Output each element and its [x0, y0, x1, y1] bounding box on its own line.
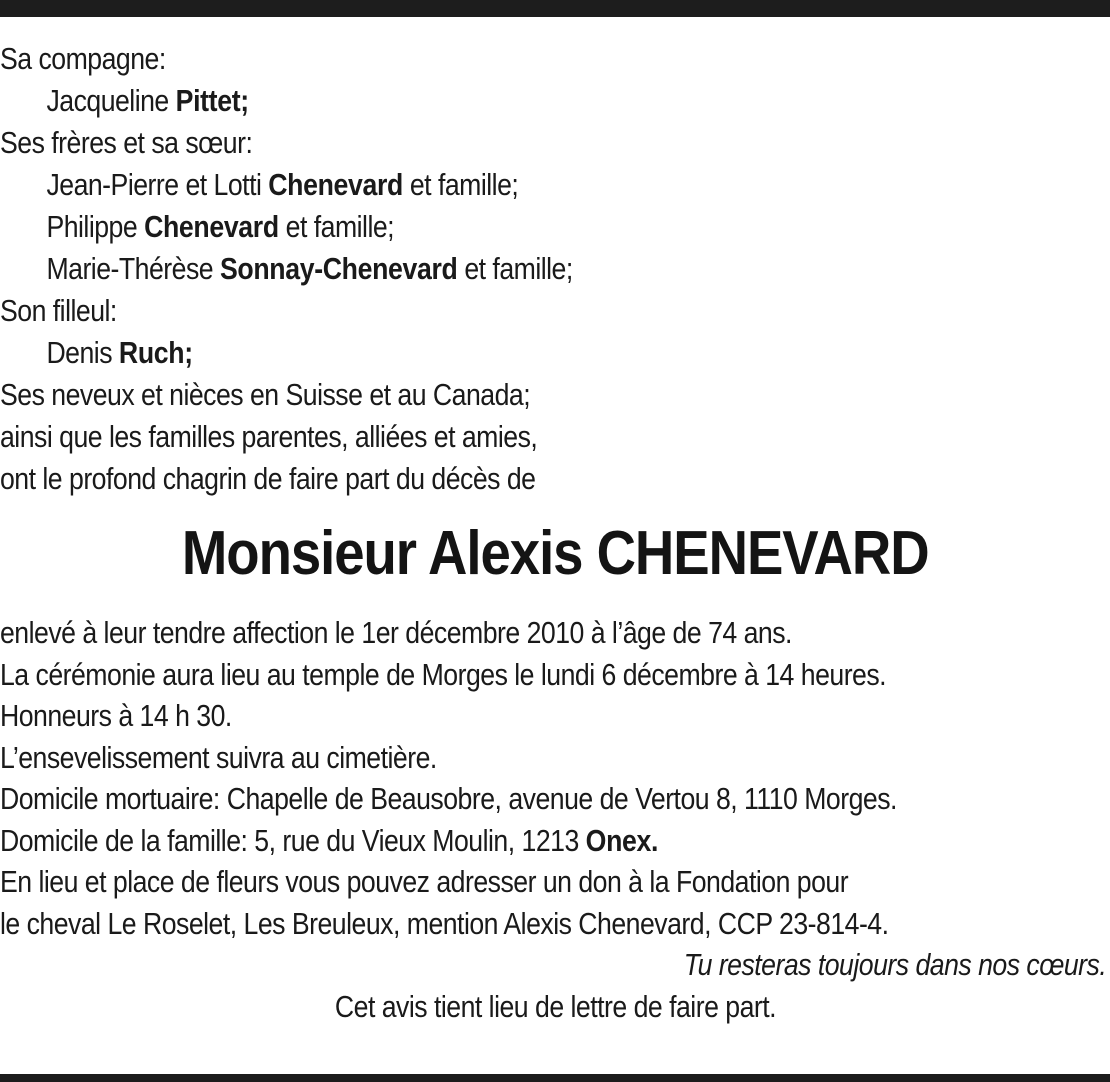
first-name: Jacqueline — [46, 83, 176, 118]
sibling-entry — [0, 164, 955, 206]
announcement-line: ont le profond chagrin de faire part du décès de — [0, 461, 536, 496]
surname: Ruch; — [118, 335, 193, 370]
siblings-label: Ses frères et sa sœur: — [0, 125, 253, 160]
sibling-entry — [0, 248, 955, 290]
godson-label: Son filleul: — [0, 293, 117, 328]
epitaph: Tu resteras toujours dans nos cœurs. — [683, 947, 1106, 982]
first-name: Jean-Pierre et Lotti — [46, 167, 269, 202]
first-name: Marie-Thérèse — [46, 251, 220, 286]
ceremony-line: La cérémonie aura lieu au temple de Morges le lundi 6 décembre à 14 heures. — [0, 656, 887, 692]
families-line: ainsi que les familles parentes, alliées et amies, — [0, 419, 538, 454]
top-rule — [0, 0, 1110, 17]
details-block — [0, 612, 1110, 1027]
surname: Sonnay-Chenevard — [219, 251, 458, 286]
family-home-city: Onex. — [585, 822, 659, 858]
obituary-notice — [0, 38, 1110, 1027]
donation-line-1: En lieu et place de fleurs vous pouvez adresser un don à la Fondation pour — [0, 864, 849, 899]
family-home-line — [0, 820, 955, 862]
family-suffix: et famille; — [278, 209, 395, 244]
closing-line — [0, 986, 1110, 1028]
mortuary-line: Domicile mortuaire: Chapelle de Beausobre, avenue de Vertou 8, 1110 Morges. — [0, 781, 897, 816]
first-name: Philippe — [46, 209, 145, 244]
nephews-line: Ses neveux et nièces en Suisse et au Canada; — [0, 377, 531, 412]
passing-line: enlevé à leur tendre affection le 1er décembre 2010 à l’âge de 74 ans. — [0, 615, 792, 650]
sibling-entry — [0, 206, 955, 248]
deceased-heading — [0, 514, 1110, 594]
honors-line: Honneurs à 14 h 30. — [0, 698, 232, 733]
surname: Pittet; — [175, 83, 249, 118]
partner-name — [0, 80, 955, 122]
bottom-rule — [0, 1074, 1110, 1082]
closing-notice: Cet avis tient lieu de lettre de faire part. — [334, 988, 776, 1024]
family-suffix: et famille; — [402, 167, 519, 202]
family-suffix: et famille; — [457, 251, 573, 286]
donation-line-2: le cheval Le Roselet, Les Breuleux, mention Alexis Chenevard, CCP 23-814-4. — [0, 905, 889, 941]
godson-name — [0, 332, 955, 374]
partner-label: Sa compagne: — [0, 41, 166, 76]
deceased-name: Monsieur Alexis CHENEVARD — [181, 519, 929, 588]
family-home-address: Domicile de la famille: 5, rue du Vieux Moulin, 1213 — [0, 822, 586, 858]
burial-line: L’ensevelissement suivra au cimetière. — [0, 739, 437, 775]
surname: Chenevard — [268, 167, 403, 202]
surname: Chenevard — [144, 209, 279, 244]
first-name: Denis — [46, 335, 119, 370]
epitaph-line — [0, 944, 1110, 986]
